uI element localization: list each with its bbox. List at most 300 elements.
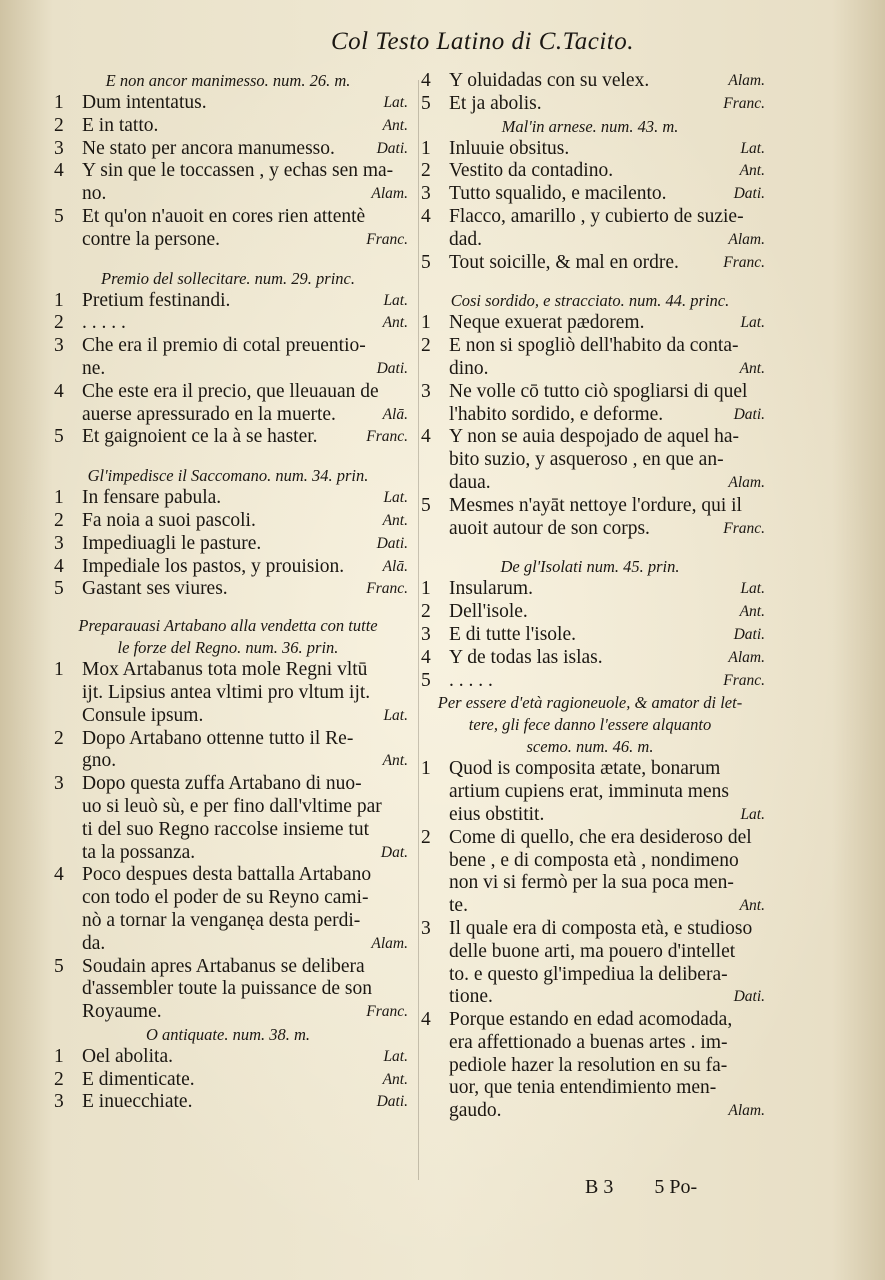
translator-label: Franc. xyxy=(723,519,765,537)
entry-line xyxy=(449,93,765,116)
entry-line xyxy=(82,92,408,115)
translator-label: Ant. xyxy=(739,897,765,915)
entry-line xyxy=(449,160,765,183)
catchword: 5 Po- xyxy=(654,1176,698,1198)
entry-text: Dell'isole. xyxy=(449,601,528,623)
entry-number: 3 xyxy=(54,1091,64,1113)
entry-text: Come di quello, che era desideroso del xyxy=(449,826,752,848)
entry-text: Et gaignoient ce la à se haster. xyxy=(82,426,318,448)
section xyxy=(415,556,765,692)
translator-label: Lat. xyxy=(383,706,408,724)
entry-text: con todo el poder de su Reyno cami- xyxy=(82,887,369,909)
translator-label: Dati. xyxy=(376,139,408,157)
entry-line xyxy=(449,850,765,873)
entry-line xyxy=(82,426,408,449)
entry-line xyxy=(82,796,408,819)
section-heading: Premio del sollecitare. num. 29. princ. xyxy=(100,268,356,288)
entry-line xyxy=(82,487,408,510)
entry-text: delle buone arti, ma pouero d'intellet xyxy=(449,940,736,962)
entry-number: 3 xyxy=(54,137,64,159)
list-item xyxy=(415,495,765,541)
section-heading: Preparauasi Artabano alla vendetta con tutte xyxy=(78,616,378,636)
signature-mark: B 3 xyxy=(585,1176,614,1198)
translator-label: Alam. xyxy=(728,473,765,491)
entry-line xyxy=(82,312,408,335)
entry-line xyxy=(82,381,408,404)
entry-number: 4 xyxy=(421,646,431,668)
entry-text: Flacco, amarillo , y cubierto de suzie- xyxy=(449,205,744,227)
entry-text: Porque estando en edad acomodada, xyxy=(449,1009,733,1031)
translator-label: Lat. xyxy=(740,314,765,332)
list-item xyxy=(48,556,408,579)
entry-line xyxy=(449,1077,765,1100)
entry-line xyxy=(449,1032,765,1055)
list-item xyxy=(415,93,765,116)
entry-line xyxy=(82,933,408,956)
translator-label: Lat. xyxy=(740,580,765,598)
translator-label: Dati. xyxy=(733,625,765,643)
entry-number: 2 xyxy=(54,727,64,749)
entry-line xyxy=(82,183,408,206)
list-item xyxy=(415,183,765,206)
entry-number: 5 xyxy=(54,426,64,448)
list-item xyxy=(415,601,765,624)
entry-number: 3 xyxy=(54,335,64,357)
left-column xyxy=(48,70,408,1114)
entry-text: Fa noia a suoi pascoli. xyxy=(82,509,256,531)
entry-text: Impediale los pastos, y prouision. xyxy=(82,555,345,577)
list-item xyxy=(48,1046,408,1069)
translator-label: Dati. xyxy=(376,359,408,377)
entry-line xyxy=(449,206,765,229)
section-heading: tere, gli fece danno l'essere alquanto xyxy=(468,715,712,735)
translator-label: Franc. xyxy=(366,580,408,598)
entry-line xyxy=(82,138,408,161)
entry-line xyxy=(449,1055,765,1078)
entry-number: 3 xyxy=(421,183,431,205)
section xyxy=(48,70,408,252)
translator-label: Dati. xyxy=(376,534,408,552)
entry-line xyxy=(82,750,408,773)
translator-label: Dati. xyxy=(733,405,765,423)
entry-text: non vi si fermò per la sua poca men- xyxy=(449,872,734,894)
entry-number: 4 xyxy=(421,205,431,227)
entry-number: 2 xyxy=(54,1068,64,1090)
entry-text: Che este era il precio, que lleuauan de xyxy=(82,380,379,402)
entry-text: Dopo Artabano ottenne tutto il Re- xyxy=(82,727,354,749)
entry-line xyxy=(82,358,408,381)
entry-line xyxy=(82,1001,408,1024)
entry-text: Y oluidadas con su velex. xyxy=(449,70,650,91)
entry-line xyxy=(449,647,765,670)
translator-label: Lat. xyxy=(383,94,408,111)
entry-line xyxy=(82,1046,408,1069)
entry-number: 1 xyxy=(54,1045,64,1067)
entry-number: 3 xyxy=(421,623,431,645)
entry-text: ne. xyxy=(82,357,106,379)
page-footer xyxy=(585,1176,733,1199)
entry-line xyxy=(82,956,408,979)
entry-text: Et ja abolis. xyxy=(449,92,542,114)
entry-text: Et qu'on n'auoit en cores rien attentè xyxy=(82,205,366,227)
entry-line xyxy=(82,160,408,183)
entry-text: Ne stato per ancora manumesso. xyxy=(82,137,335,159)
entry-number: 5 xyxy=(421,251,431,273)
list-item xyxy=(48,728,408,774)
entry-text: auoit autour de son corps. xyxy=(449,517,650,539)
entry-number: 4 xyxy=(54,555,64,577)
entry-number: 2 xyxy=(421,601,431,623)
entry-text: nò a tornar la venganęa desta perdi- xyxy=(82,909,361,931)
entry-text: contre la persone. xyxy=(82,228,221,250)
translator-label: Alam. xyxy=(728,230,765,248)
entry-text: Y non se auia despojado de aquel ha- xyxy=(449,426,740,448)
entry-line xyxy=(82,887,408,910)
entry-line xyxy=(449,1009,765,1032)
translator-label: Alam. xyxy=(728,1102,765,1120)
entry-number: 5 xyxy=(54,955,64,977)
list-item xyxy=(415,206,765,252)
entry-line xyxy=(82,533,408,556)
entry-text: Gastant ses viures. xyxy=(82,578,228,600)
entry-text: Quod is composita ætate, bonarum xyxy=(449,758,721,780)
list-item xyxy=(48,487,408,510)
entry-number: 1 xyxy=(421,137,431,159)
entry-number: 2 xyxy=(54,114,64,136)
entry-text: artium cupiens erat, imminuta mens xyxy=(449,781,729,803)
list-item xyxy=(48,1069,408,1092)
entry-number: 2 xyxy=(54,509,64,531)
entry-line xyxy=(449,312,765,335)
entry-text: E di tutte l'isole. xyxy=(449,623,576,645)
translator-label: Dati. xyxy=(733,988,765,1006)
translator-label: Alam. xyxy=(728,72,765,89)
entry-text: In fensare pabula. xyxy=(82,487,222,509)
entry-number: 3 xyxy=(54,773,64,795)
entry-text: Inluuie obsitus. xyxy=(449,137,570,159)
list-item xyxy=(415,252,765,275)
entry-line xyxy=(82,510,408,533)
entry-number: 5 xyxy=(421,669,431,691)
translator-label: Ant. xyxy=(382,752,408,770)
entry-text: da. xyxy=(82,932,106,954)
list-item xyxy=(48,510,408,533)
entry-text: uo si leuò sù, e per fino dall'vltime par xyxy=(82,795,382,817)
entry-text: to. e questo gl'impediua la delibera- xyxy=(449,963,728,985)
translator-label: Ant. xyxy=(382,116,408,134)
entry-number: 5 xyxy=(421,92,431,114)
entry-line xyxy=(449,827,765,850)
entry-line xyxy=(449,335,765,358)
section-heading: Cosi sordido, e stracciato. num. 44. princ. xyxy=(450,291,730,311)
entry-text: daua. xyxy=(449,471,491,493)
entry-text: . . . . . xyxy=(82,312,126,334)
entry-text: auerse apressurado en la muerte. xyxy=(82,403,336,425)
list-item xyxy=(48,533,408,556)
entry-text: E in tatto. xyxy=(82,114,159,136)
entry-number: 1 xyxy=(54,92,64,113)
entry-line xyxy=(82,556,408,579)
translator-label: Dati. xyxy=(376,1093,408,1111)
translator-label: Lat. xyxy=(383,489,408,507)
section-heading: Per essere d'età ragioneuole, & amator di let- xyxy=(437,693,743,713)
list-item xyxy=(48,290,408,313)
entry-text: Soudain apres Artabanus se delibera xyxy=(82,955,365,977)
list-item xyxy=(48,160,408,206)
section xyxy=(48,615,408,1024)
entry-number: 1 xyxy=(421,758,431,780)
entry-line xyxy=(449,918,765,941)
translator-label: Lat. xyxy=(740,805,765,823)
translator-label: Franc. xyxy=(366,230,408,248)
entry-number: 3 xyxy=(421,917,431,939)
entry-text: l'habito sordido, e deforme. xyxy=(449,403,664,425)
entry-line xyxy=(449,986,765,1009)
entry-number: 3 xyxy=(54,532,64,554)
section-heading: O antiquate. num. 38. m. xyxy=(145,1024,311,1044)
entry-line xyxy=(82,705,408,728)
entry-line xyxy=(82,290,408,313)
entry-text: E non si spogliò dell'habito da conta- xyxy=(449,335,739,357)
entry-text: E inuecchiate. xyxy=(82,1091,193,1113)
entry-number: 1 xyxy=(421,578,431,600)
entry-line xyxy=(449,70,765,93)
entry-line xyxy=(449,358,765,381)
translator-label: Dat. xyxy=(380,843,408,861)
list-item xyxy=(415,918,765,1009)
section xyxy=(415,692,765,1123)
section xyxy=(415,116,765,275)
entry-text: Royaume. xyxy=(82,1001,162,1023)
entry-number: 1 xyxy=(54,289,64,311)
entry-text: Mesmes n'ayāt nettoye l'ordure, qui il xyxy=(449,494,742,516)
entry-text: eius obstitit. xyxy=(449,803,545,825)
translator-label: Alam. xyxy=(728,648,765,666)
section-heading: Mal'in arnese. num. 43. m. xyxy=(501,116,679,136)
entry-line xyxy=(449,426,765,449)
list-item xyxy=(415,312,765,335)
entry-text: Ne volle cō tutto ciò spogliarsi di quel xyxy=(449,380,748,402)
entry-number: 4 xyxy=(421,70,431,91)
translator-label: Lat. xyxy=(740,139,765,157)
section-heading: E non ancor manimesso. num. 26. m. xyxy=(105,71,351,90)
running-header: Col Testo Latino di C.Tacito. xyxy=(330,28,634,55)
entry-line xyxy=(82,206,408,229)
translator-label: Alā. xyxy=(382,405,408,423)
entry-line xyxy=(449,183,765,206)
list-item xyxy=(415,70,765,93)
entry-text: Il quale era di composta età, e studioso xyxy=(449,917,753,939)
section-heading: Gl'impedisce il Saccomano. num. 34. prin. xyxy=(87,466,369,486)
translator-label: Lat. xyxy=(383,1047,408,1065)
entry-text: dad. xyxy=(449,228,483,250)
entry-line xyxy=(449,1100,765,1123)
list-item xyxy=(415,647,765,670)
list-item xyxy=(48,138,408,161)
entry-text: dino. xyxy=(449,357,489,379)
entry-line xyxy=(82,864,408,887)
entry-text: Dum intentatus. xyxy=(82,92,207,113)
entry-number: 2 xyxy=(421,826,431,848)
list-item xyxy=(48,864,408,955)
translator-label: Alam. xyxy=(371,934,408,952)
entry-number: 4 xyxy=(54,380,64,402)
list-item xyxy=(48,773,408,864)
entry-line xyxy=(82,819,408,842)
entry-text: te. xyxy=(449,895,468,917)
entry-line xyxy=(82,335,408,358)
list-item xyxy=(415,624,765,647)
entry-text: Che era il premio di cotal preuentio- xyxy=(82,335,366,357)
entry-line xyxy=(449,895,765,918)
entry-line xyxy=(82,1069,408,1092)
section xyxy=(48,268,408,450)
entry-text: Tutto squalido, e macilento. xyxy=(449,183,667,205)
translator-label: Franc. xyxy=(366,428,408,446)
entry-number: 1 xyxy=(54,659,64,681)
list-item xyxy=(415,827,765,918)
list-item xyxy=(415,335,765,381)
entry-line xyxy=(82,404,408,427)
entry-text: Consule ipsum. xyxy=(82,704,204,726)
translator-label: Franc. xyxy=(723,94,765,112)
entry-text: Poco despues desta battalla Artabano xyxy=(82,864,372,886)
translator-label: Ant. xyxy=(382,1070,408,1088)
list-item xyxy=(48,115,408,138)
entry-number: 4 xyxy=(421,426,431,448)
entry-line xyxy=(449,518,765,541)
entry-line xyxy=(449,781,765,804)
entry-text: no. xyxy=(82,183,107,205)
entry-line xyxy=(449,964,765,987)
entry-number: 5 xyxy=(54,205,64,227)
entry-line xyxy=(449,624,765,647)
translator-label: Ant. xyxy=(739,603,765,621)
entry-line xyxy=(449,495,765,518)
translator-label: Alā. xyxy=(382,557,408,575)
entry-line xyxy=(449,804,765,827)
entry-line xyxy=(449,472,765,495)
entry-line xyxy=(82,728,408,751)
entry-line xyxy=(449,941,765,964)
entry-number: 4 xyxy=(54,160,64,182)
list-item xyxy=(48,206,408,252)
list-item xyxy=(415,578,765,601)
right-column xyxy=(415,70,765,1123)
entry-line xyxy=(82,229,408,252)
entry-text: E dimenticate. xyxy=(82,1068,195,1090)
section-heading: De gl'Isolati num. 45. prin. xyxy=(500,557,680,577)
entry-text: pediole hazer la resolution en su fa- xyxy=(449,1054,728,1076)
entry-line xyxy=(82,910,408,933)
list-item xyxy=(415,670,765,693)
entry-line xyxy=(82,773,408,796)
entry-number: 3 xyxy=(421,380,431,402)
entry-text: bito suzio, y asqueroso , en que an- xyxy=(449,449,724,471)
list-item xyxy=(48,335,408,381)
entry-text: ijt. Lipsius antea vltimi pro vltum ijt. xyxy=(82,681,371,703)
list-item xyxy=(48,92,408,115)
list-item xyxy=(48,956,408,1024)
entry-text: Insularum. xyxy=(449,578,533,600)
entry-number: 1 xyxy=(421,312,431,334)
entry-number: 1 xyxy=(54,487,64,509)
section-heading: le forze del Regno. num. 36. prin. xyxy=(117,638,339,658)
entry-line xyxy=(449,404,765,427)
translator-label: Franc. xyxy=(723,671,765,689)
entry-line xyxy=(82,842,408,865)
entry-line xyxy=(449,578,765,601)
translator-label: Franc. xyxy=(366,1003,408,1021)
list-item xyxy=(48,426,408,449)
entry-text: Y de todas las islas. xyxy=(449,646,603,668)
entry-line xyxy=(82,682,408,705)
entry-line xyxy=(82,1091,408,1114)
translator-label: Franc. xyxy=(723,253,765,271)
entry-line xyxy=(449,872,765,895)
entry-number: 2 xyxy=(54,312,64,334)
entry-number: 4 xyxy=(421,1009,431,1031)
entry-text: Neque exuerat pædorem. xyxy=(449,312,645,334)
entry-line xyxy=(449,601,765,624)
list-item xyxy=(48,312,408,335)
entry-text: uor, que tenia entendimiento men- xyxy=(449,1077,717,1099)
entry-text: gno. xyxy=(82,750,117,772)
section xyxy=(48,465,408,601)
entry-line xyxy=(82,978,408,1001)
translator-label: Ant. xyxy=(739,162,765,180)
entry-text: Impediuagli le pasture. xyxy=(82,532,262,554)
entry-text: ti del suo Regno raccolse insieme tut xyxy=(82,818,370,840)
entry-line xyxy=(82,115,408,138)
entry-text: Vestito da contadino. xyxy=(449,160,614,182)
entry-text: . . . . . xyxy=(449,669,493,691)
entry-number: 2 xyxy=(421,160,431,182)
entry-text: Mox Artabanus tota mole Regni vltū xyxy=(82,659,368,681)
entry-line xyxy=(449,381,765,404)
translator-label: Ant. xyxy=(382,511,408,529)
entry-line xyxy=(449,449,765,472)
entry-number: 4 xyxy=(54,864,64,886)
entry-line xyxy=(449,138,765,161)
entry-text: ta la possanza. xyxy=(82,841,196,863)
list-item xyxy=(415,1009,765,1123)
translator-label: Dati. xyxy=(733,185,765,203)
entry-text: Pretium festinandi. xyxy=(82,289,231,311)
section xyxy=(48,1024,408,1114)
entry-text: Oel abolita. xyxy=(82,1045,173,1067)
section xyxy=(415,70,765,116)
entry-text: bene , e di composta età , nondimeno xyxy=(449,849,739,871)
translator-label: Lat. xyxy=(383,291,408,309)
entry-line xyxy=(449,229,765,252)
entry-text: d'assembler toute la puissance de son xyxy=(82,978,372,1000)
list-item xyxy=(415,758,765,826)
entry-line xyxy=(449,758,765,781)
list-item xyxy=(48,659,408,727)
entry-number: 5 xyxy=(421,494,431,516)
entry-number: 5 xyxy=(54,578,64,600)
list-item xyxy=(48,578,408,601)
entry-line xyxy=(82,578,408,601)
translator-label: Ant. xyxy=(739,359,765,377)
entry-line xyxy=(82,659,408,682)
entry-line xyxy=(449,252,765,275)
entry-text: Tout soicille, & mal en ordre. xyxy=(449,251,679,273)
list-item xyxy=(48,1091,408,1114)
list-item xyxy=(48,381,408,427)
entry-text: era affettionado a buenas artes . im- xyxy=(449,1031,728,1053)
